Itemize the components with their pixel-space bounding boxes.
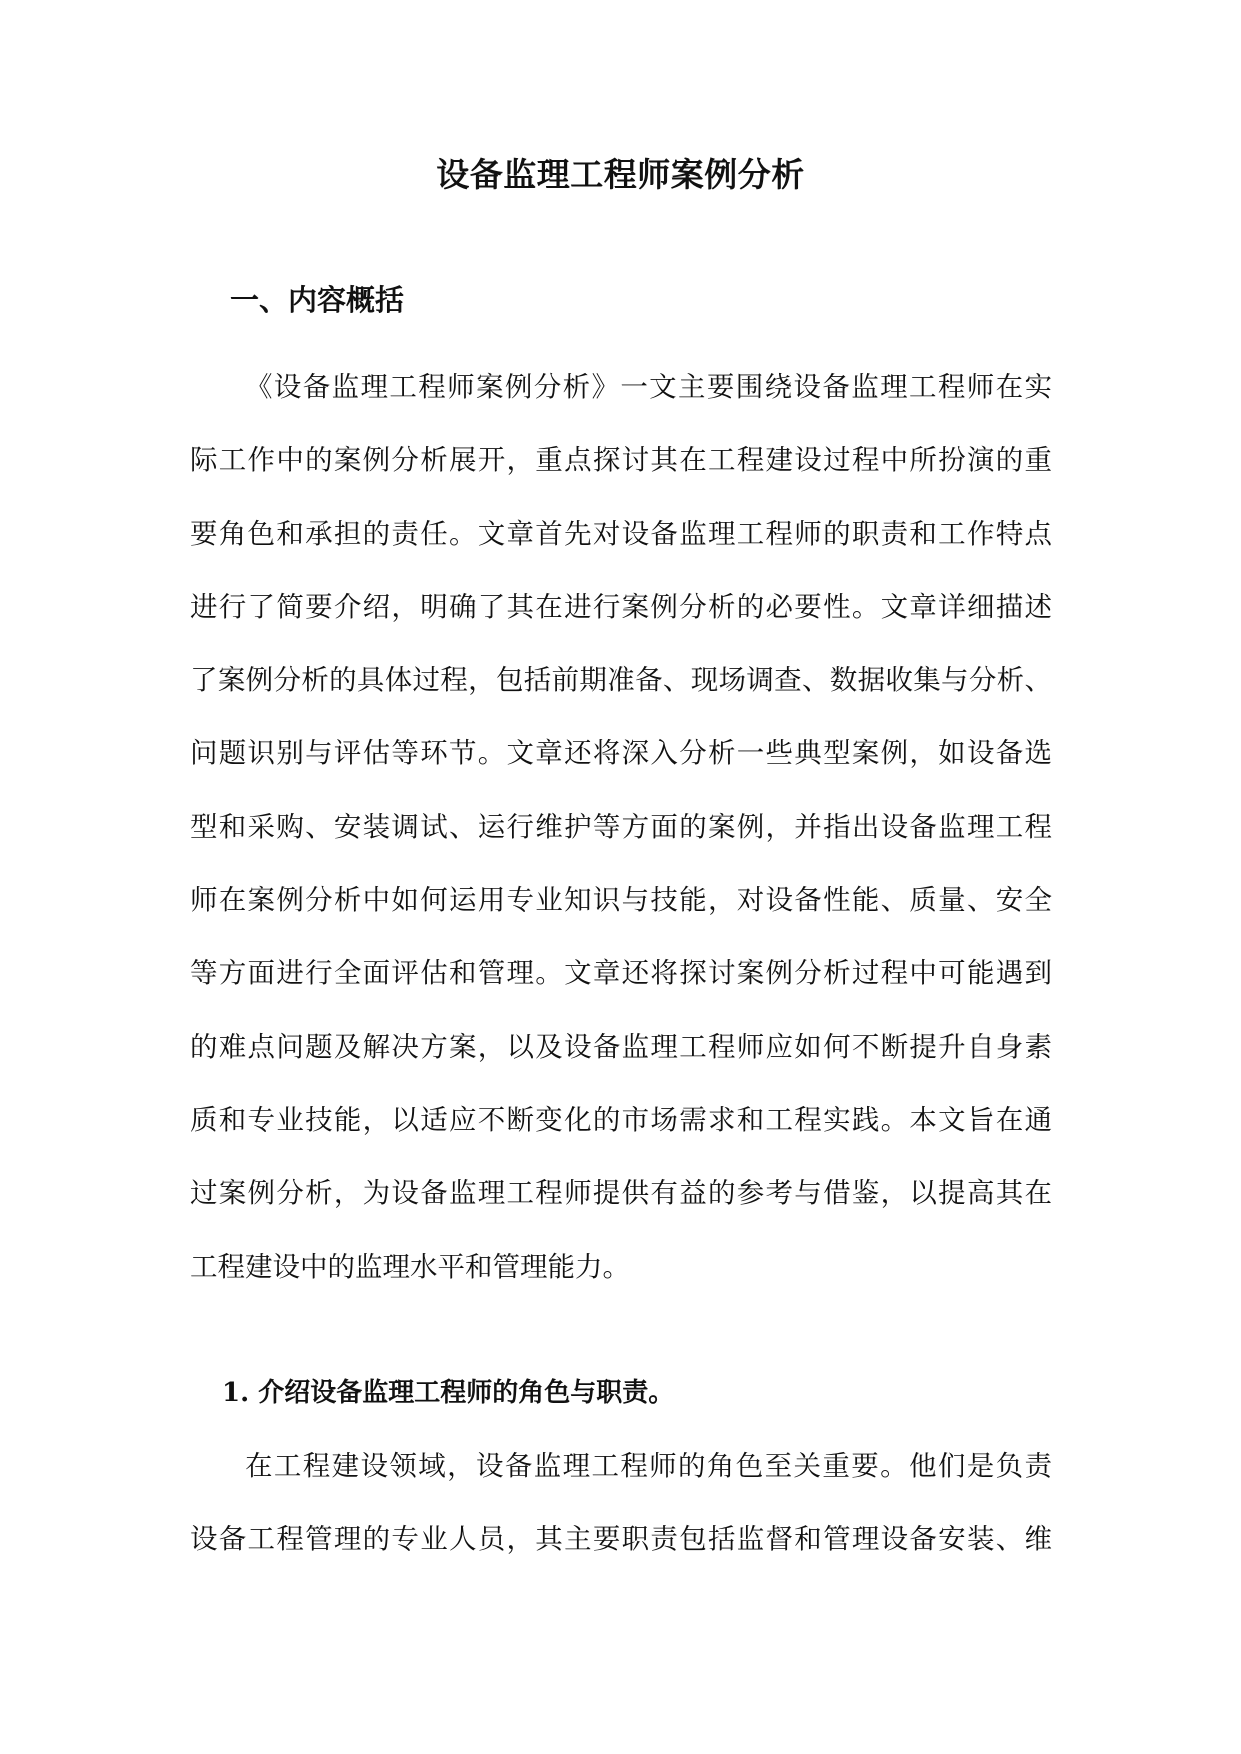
paragraph-line: 在工程建设领域，设备监理工程师的角色至关重要。他们是负责	[245, 1450, 1052, 1482]
paragraph-line: 师在案例分析中如何运用专业知识与技能，对设备性能、质量、安全	[190, 884, 1052, 917]
paragraph-line: 过案例分析，为设备监理工程师提供有益的参考与借鉴，以提高其在	[190, 1177, 1052, 1210]
paragraph-line: 质和专业技能，以适应不断变化的市场需求和工程实践。本文旨在通	[190, 1103, 1052, 1136]
paragraph-line: 了案例分析的具体过程，包括前期准备、现场调查、数据收集与分析、	[190, 664, 1052, 697]
page-title: 设备监理工程师案例分析	[436, 155, 805, 194]
sub-heading-role-and-duties: 1. 介绍设备监理工程师的角色与职责。	[222, 1378, 675, 1408]
paragraph-summary	[190, 351, 1052, 1304]
paragraph-line: 设备工程管理的专业人员，其主要职责包括监督和管理设备安装、维	[190, 1523, 1052, 1556]
paragraph-line: 进行了简要介绍，明确了其在进行案例分析的必要性。文章详细描述	[190, 590, 1052, 623]
paragraph-line: 等方面进行全面评估和管理。文章还将探讨案例分析过程中可能遇到	[190, 957, 1052, 990]
paragraph-line: 工程建设中的监理水平和管理能力。	[190, 1250, 630, 1283]
paragraph-line: 问题识别与评估等环节。文章还将深入分析一些典型案例，如设备选	[190, 737, 1052, 770]
paragraph-line: 型和采购、安装调试、运行维护等方面的案例，并指出设备监理工程	[190, 810, 1052, 843]
paragraph-line: 际工作中的案例分析展开，重点探讨其在工程建设过程中所扮演的重	[190, 444, 1052, 477]
paragraph-role-and-duties	[190, 1430, 1052, 1577]
paragraph-line: 要角色和承担的责任。文章首先对设备监理工程师的职责和工作特点	[190, 517, 1052, 550]
section-heading-content-summary: 一、内容概括	[230, 283, 405, 317]
paragraph-line: 《设备监理工程师案例分析》一文主要围绕设备监理工程师在实	[245, 371, 1052, 403]
paragraph-line: 的难点问题及解决方案，以及设备监理工程师应如何不断提升自身素	[190, 1030, 1052, 1063]
